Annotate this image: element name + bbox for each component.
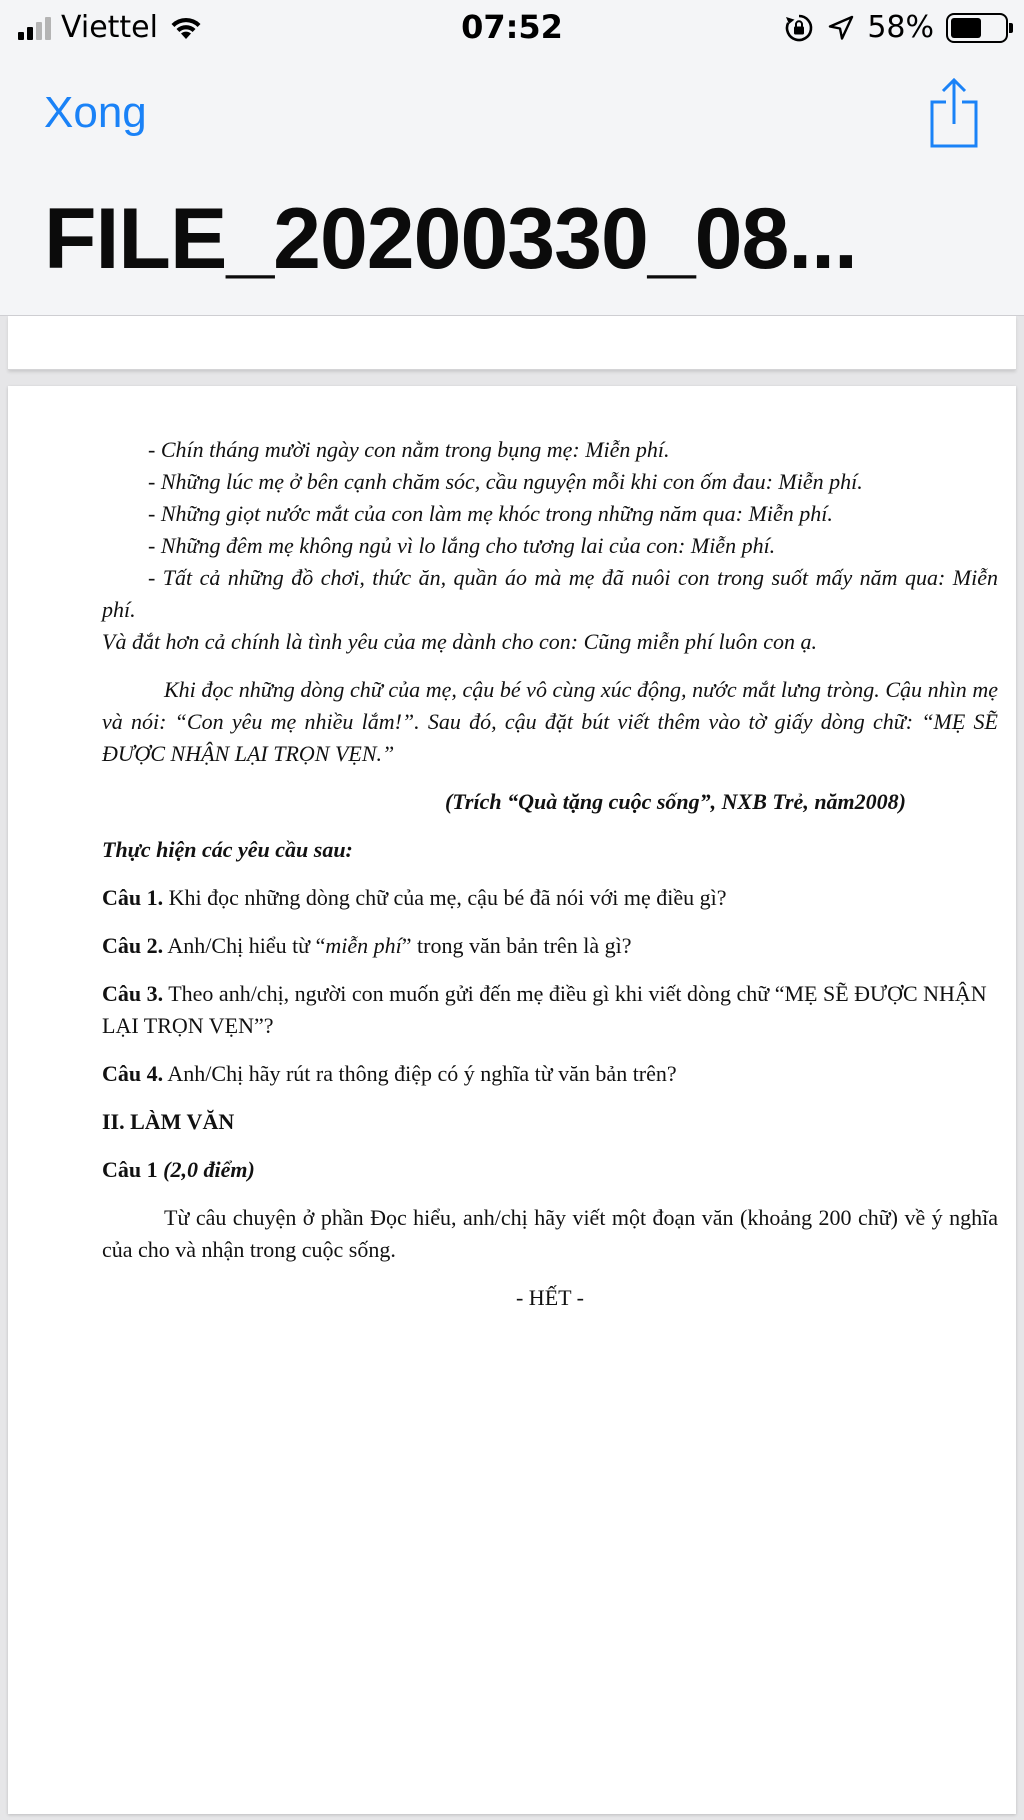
battery-fill bbox=[951, 18, 981, 38]
question-text: ” trong văn bản trên là gì? bbox=[401, 933, 632, 958]
previous-page[interactable] bbox=[8, 316, 1016, 370]
carrier-name: Viettel bbox=[61, 10, 158, 45]
navigation-header bbox=[0, 56, 1024, 316]
status-time: 07:52 bbox=[461, 8, 563, 46]
battery-percent: 58% bbox=[867, 10, 934, 45]
question-1 bbox=[102, 882, 998, 914]
story-paragraph: Khi đọc những dòng chữ của mẹ, cậu bé vô cùng xúc động, nước mắt lưng tròng. Cậu nhìn mẹ và nói: “Con yêu mẹ nhiều lắm!”. Sau đó, cậu đặt bút viết thêm vào tờ giấy dòng chữ: “MẸ SẼ ĐƯỢC NHẬN LẠI TRỌN VẸN.” bbox=[102, 677, 998, 766]
question-label: Câu 1. bbox=[102, 885, 164, 910]
status-bar bbox=[0, 0, 1024, 56]
question-label: Câu 4. bbox=[102, 1061, 164, 1086]
question-text: Anh/Chị hãy rút ra thông điệp có ý nghĩa từ văn bản trên? bbox=[163, 1061, 677, 1086]
question-label: Câu 1 bbox=[102, 1157, 158, 1182]
list-item: - Những giọt nước mắt của con làm mẹ khóc trong những năm qua: Miễn phí. bbox=[148, 501, 833, 526]
question-3 bbox=[102, 978, 998, 1042]
closing-line: Và đắt hơn cả chính là tình yêu của mẹ dành cho con: Cũng miễn phí luôn con ạ. bbox=[102, 629, 817, 654]
rotation-lock-icon bbox=[783, 12, 815, 44]
done-button[interactable]: Xong bbox=[44, 88, 147, 137]
source-citation: (Trích “Quà tặng cuộc sống”, NXB Trẻ, năm2008) bbox=[444, 789, 906, 814]
question-4 bbox=[102, 1058, 998, 1090]
question-2 bbox=[102, 930, 998, 962]
list-item: - Những đêm mẹ không ngủ vì lo lắng cho tương lai của con: Miễn phí. bbox=[148, 533, 776, 558]
wifi-icon bbox=[168, 15, 204, 41]
essay-question bbox=[102, 1154, 998, 1186]
cellular-signal-icon bbox=[18, 16, 51, 40]
list-item: - Tất cả những đồ chơi, thức ăn, quần áo mà mẹ đã nuôi con trong suốt mấy năm qua: Miễn phí. bbox=[102, 565, 998, 622]
instructions-heading: Thực hiện các yêu cầu sau: bbox=[102, 837, 353, 862]
location-arrow-icon bbox=[827, 14, 855, 42]
document-content bbox=[102, 434, 998, 1314]
list-item: - Những lúc mẹ ở bên cạnh chăm sóc, cầu nguyện mỗi khi con ốm đau: Miễn phí. bbox=[148, 469, 863, 494]
share-icon[interactable] bbox=[926, 76, 982, 148]
document-title: FILE_20200330_08... bbox=[44, 191, 857, 287]
battery-icon bbox=[946, 13, 1008, 43]
question-text: Anh/Chị hiểu từ “ bbox=[163, 933, 326, 958]
essay-prompt: Từ câu chuyện ở phần Đọc hiểu, anh/chị hãy viết một đoạn văn (khoảng 200 chữ) về ý nghĩa của cho và nhận trong cuộc sống. bbox=[102, 1205, 998, 1262]
end-marker: - HẾT - bbox=[515, 1285, 585, 1310]
list-item: - Chín tháng mười ngày con nằm trong bụng mẹ: Miễn phí. bbox=[148, 437, 670, 462]
document-page[interactable] bbox=[8, 386, 1016, 1814]
status-right bbox=[783, 10, 1008, 45]
question-text: Khi đọc những dòng chữ của mẹ, cậu bé đã nói với mẹ điều gì? bbox=[163, 885, 727, 910]
question-points: (2,0 điểm) bbox=[163, 1157, 255, 1182]
section-heading: II. LÀM VĂN bbox=[102, 1109, 235, 1134]
question-text: Theo anh/chị, người con muốn gửi đến mẹ điều gì khi viết dòng chữ “MẸ SẼ ĐƯỢC NHẬN LẠI TRỌN VẸN”? bbox=[102, 981, 987, 1038]
question-term: miễn phí bbox=[325, 933, 402, 958]
question-label: Câu 3. bbox=[102, 981, 164, 1006]
question-label: Câu 2. bbox=[102, 933, 164, 958]
status-left bbox=[18, 10, 204, 45]
